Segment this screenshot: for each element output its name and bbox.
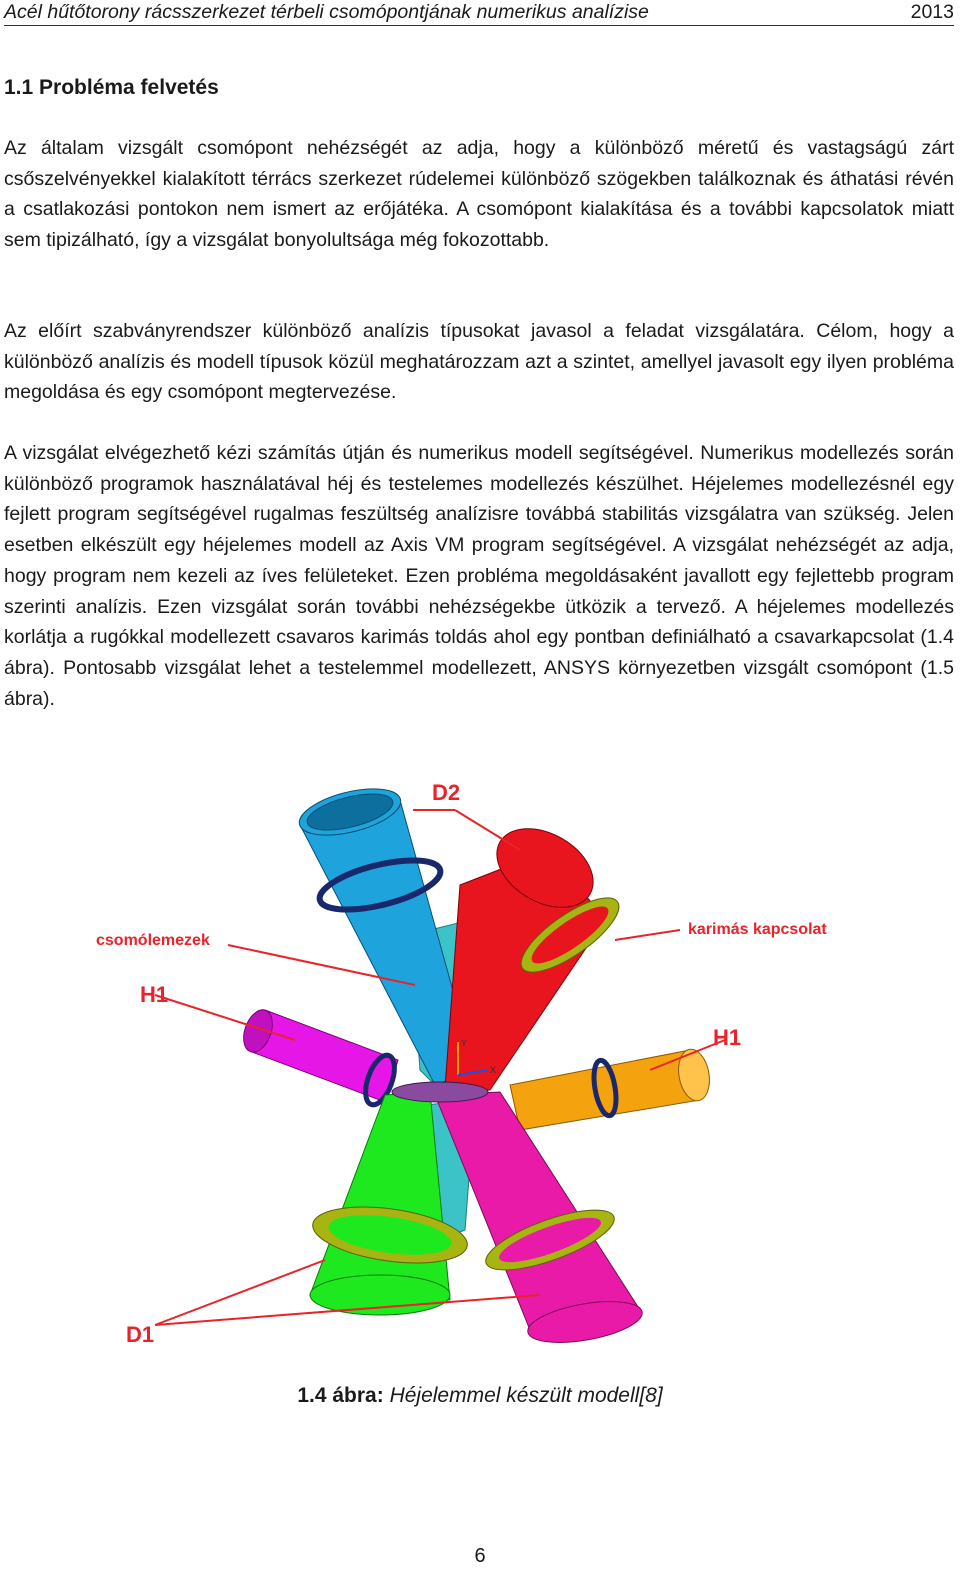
label-h1-right: H1 — [713, 1025, 742, 1050]
tube-orange — [510, 1047, 713, 1130]
tube-red — [445, 813, 629, 1090]
shell-model-illustration — [80, 770, 900, 1370]
label-d1: D1 — [126, 1322, 155, 1347]
figure-caption — [0, 1381, 960, 1411]
tube-magenta — [238, 1006, 400, 1109]
caption-label: 1.4 ábra: — [297, 1384, 384, 1407]
joint-hub — [392, 1082, 488, 1102]
axis-y-label: Y — [461, 1038, 468, 1048]
label-d2: D2 — [432, 780, 461, 805]
running-header — [4, 0, 954, 26]
header-title: Acél hűtőtorony rácsszerkezet térbeli csomópontjának numerikus analízise — [4, 1, 649, 23]
paragraph-3: A vizsgálat elvégezhető kézi számítás útján és numerikus modell segítségével. Numerikus modellezés során különböző programok használatával héj és testelemes modellezés készülhet. Héjelemes modellezésnél egy fejlett program segítségével rugalmas feszültség analízisre továbbá stabilitás vizsgálatra van szükség. Jelen esetben elkészült egy héjelemes modell az Axis VM program segítségével. A vizsgálat nehézségét az adja, hogy program nem kezeli az íves felületeket. Ezen probléma megoldásaként javallott egy fejlettebb program szerinti analízis. Ezen vizsgálat során további nehézségekbe ütközik a tervező. A héjelemes modellezés korlátja a rugókkal modellezett csavaros karimás toldás ahol egy pontban definiálható a csavarkapcsolat (1.4 ábra). Pontosabb vizsgálat lehet a testelemmel modellezett, ANSYS környezetben vizsgált csomópont (1.5 ábra). — [4, 442, 954, 710]
paragraph-1: Az általam vizsgált csomópont nehézségét az adja, hogy a különböző méretű és vastagságú zárt csőszelvényekkel kialakított térrács szerkezet rúdelemei különböző szögekben találkoznak és áthatási révén a csatlakozási pontokon nem ismert az erőjátéka. A csomópont kialakítása és a további kapcsolatok miatt sem tipizálható, így a vizsgálat bonyolultsága még fokozottabb. — [4, 137, 954, 252]
label-h1-left: H1 — [140, 982, 169, 1007]
axis-x-label: X — [490, 1065, 497, 1075]
paragraph-2: Az előírt szabványrendszer különböző analízis típusokat javasol a feladat vizsgálatára. Célom, hogy a különböző analízis és modell típusok közül meghatározzam azt a szintet, amellyel javasolt egy ilyen probléma megoldása és egy csomópont megtervezése. — [4, 320, 954, 404]
tube-pink — [435, 1092, 645, 1350]
section-title: 1.1 Probléma felvetés — [4, 76, 219, 99]
page-number: 6 — [474, 1545, 486, 1567]
caption-text: Héjelemmel készült modell[8] — [389, 1384, 663, 1407]
label-csomolemezek: csomólemezek — [96, 932, 210, 949]
header-year: 2013 — [910, 1, 954, 23]
figure-shell-model — [80, 770, 900, 1370]
label-karimas-kapcsolat: karimás kapcsolat — [688, 921, 827, 938]
